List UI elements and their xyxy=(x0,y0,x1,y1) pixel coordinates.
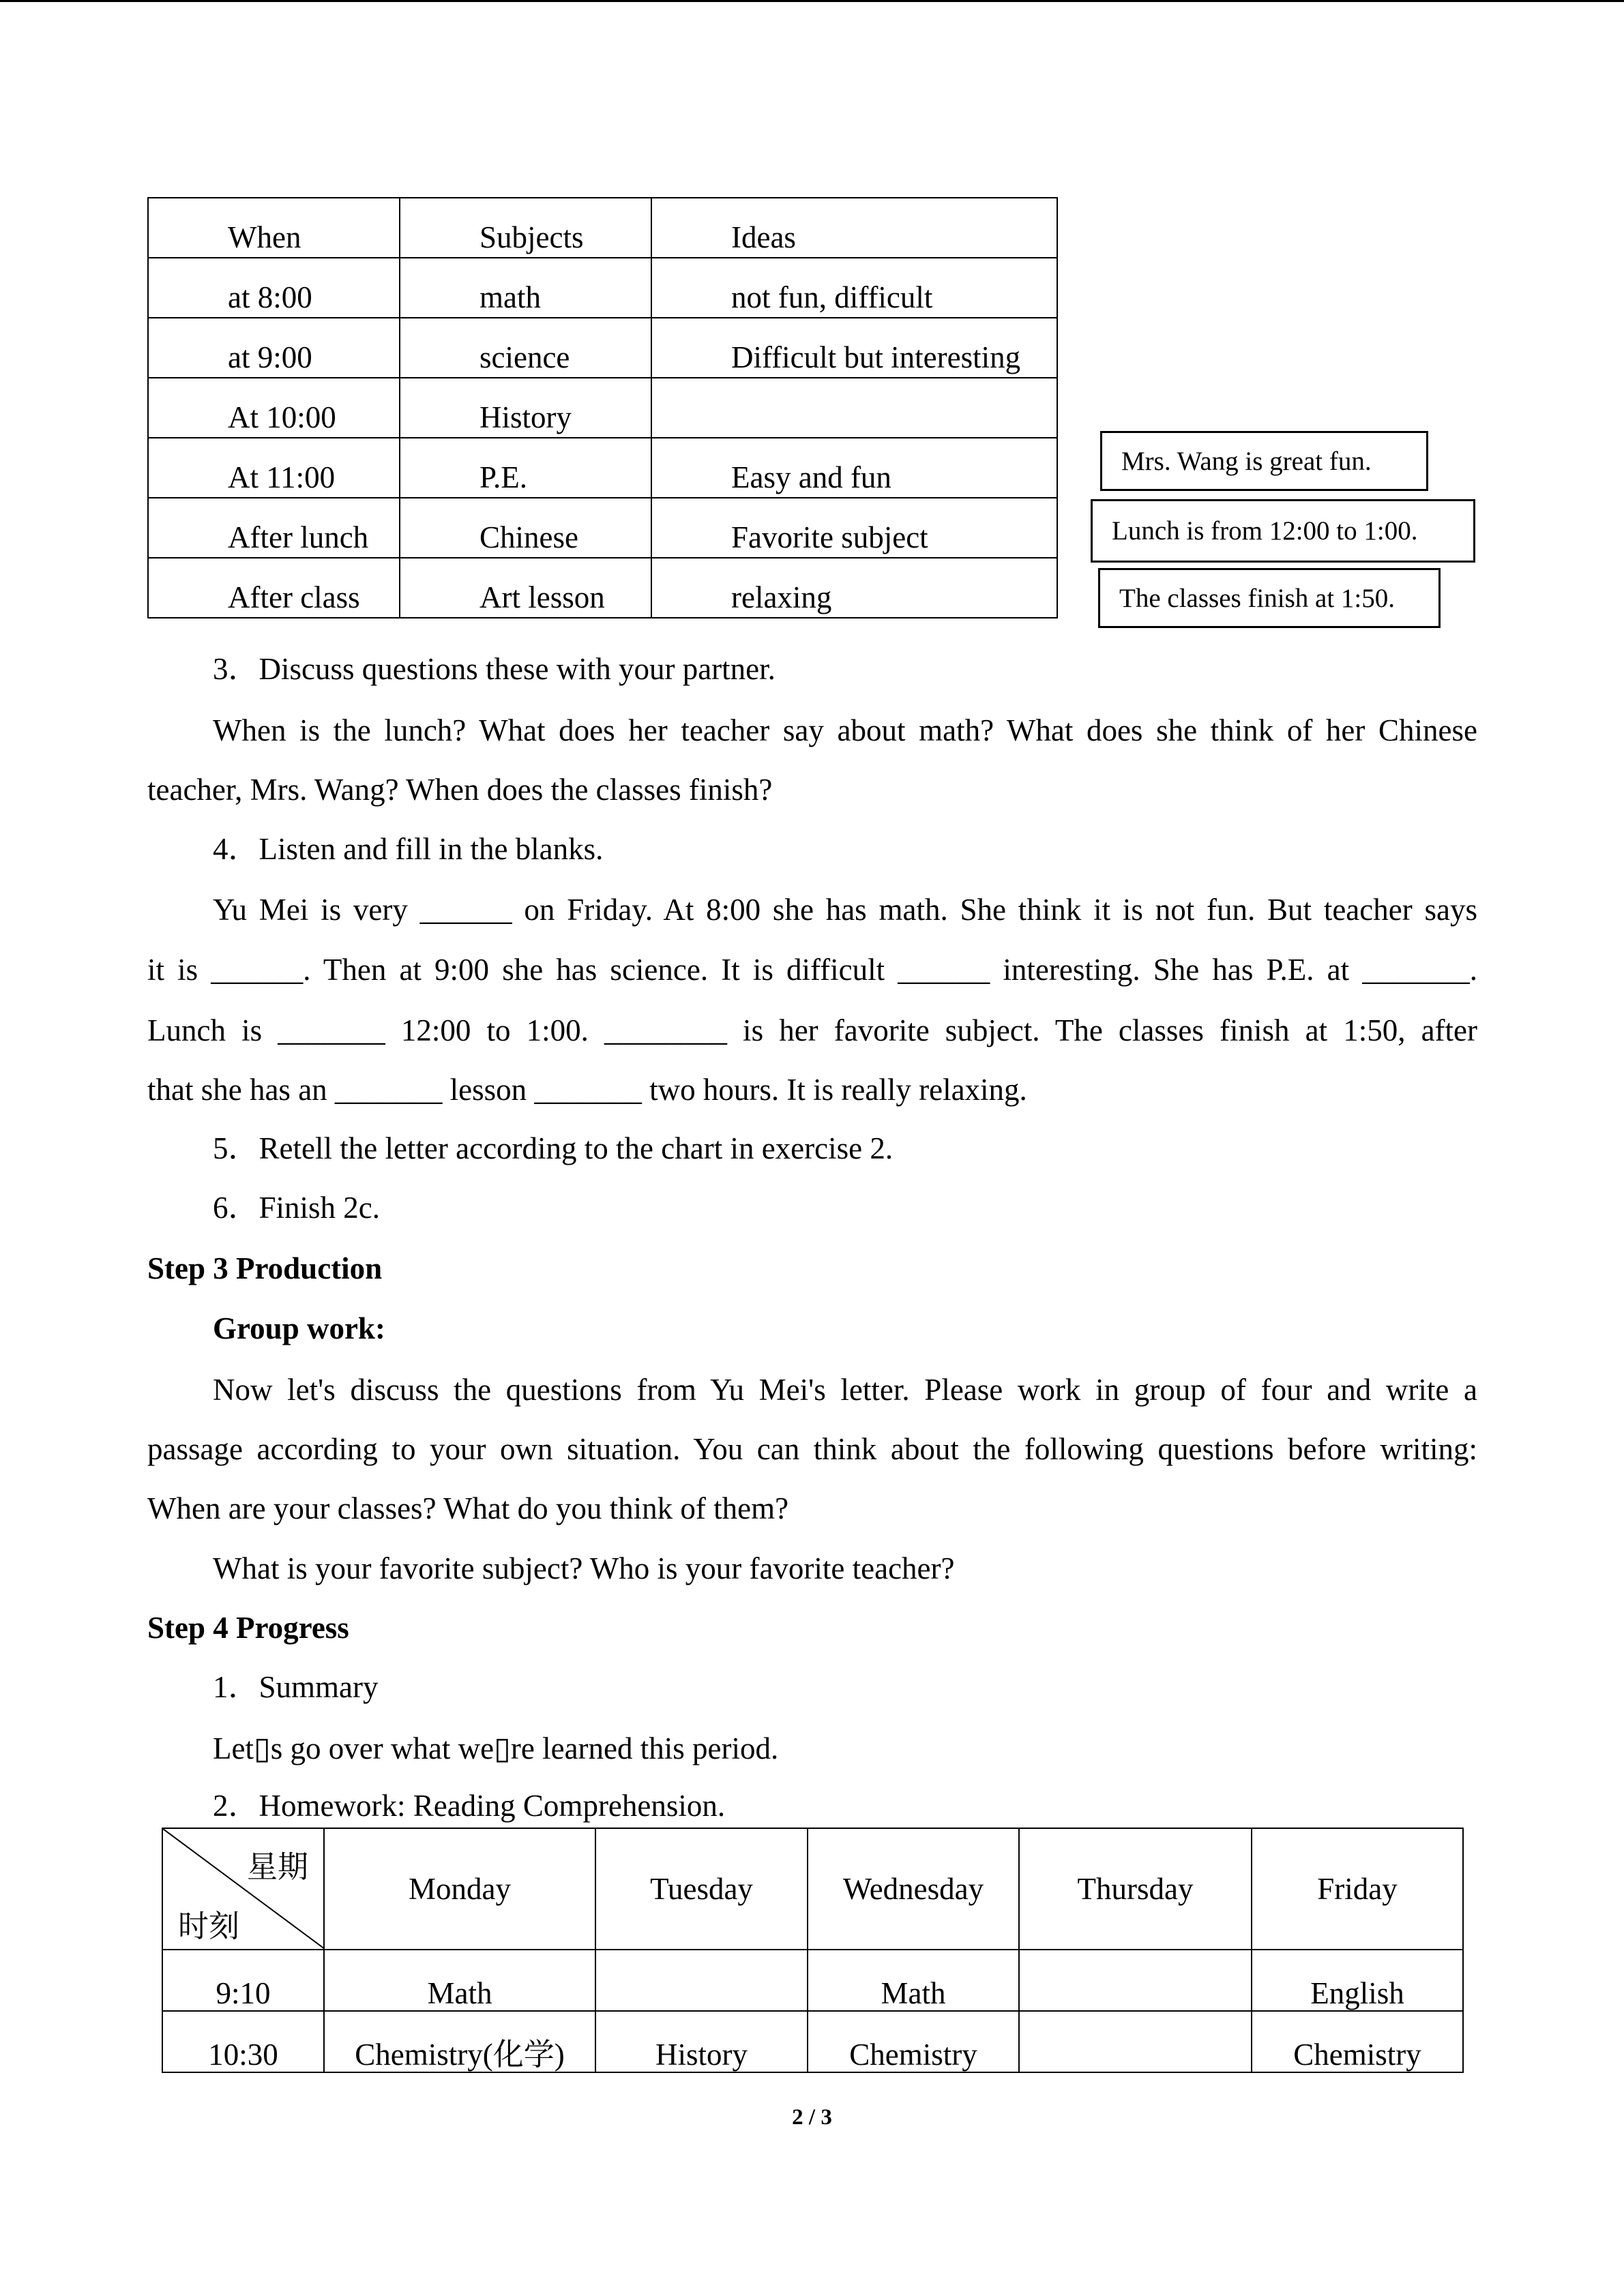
page-top-border xyxy=(0,0,1624,2)
summary-text: Let▯s go over what we▯re learned this period. xyxy=(213,1731,779,1765)
timetable-header-row xyxy=(162,1828,1463,1950)
ideas-cell: After class xyxy=(228,580,360,614)
ideas-cell: P.E. xyxy=(479,460,528,494)
ideas-header-ideas: Ideas xyxy=(731,220,796,254)
subject-cell xyxy=(1020,2070,1251,2072)
note-box-classes-finish: The classes finish at 1:50. xyxy=(1098,568,1441,628)
ideas-table xyxy=(147,197,1058,618)
ideas-cell: relaxing xyxy=(731,580,832,614)
day-header-friday: Friday xyxy=(1252,1828,1463,1950)
table-row xyxy=(148,498,1057,558)
item-6: 6．Finish 2c. xyxy=(213,1191,381,1225)
summary-heading: 1．Summary xyxy=(213,1670,379,1704)
item-5: 5．Retell the letter according to the chart in exercise 2. xyxy=(213,1131,894,1165)
step-3-heading: Step 3 Production xyxy=(147,1251,383,1285)
subject-cell: Math xyxy=(881,1976,946,2010)
note-box-mrs-wang: Mrs. Wang is great fun. xyxy=(1100,431,1428,491)
ideas-cell: Easy and fun xyxy=(731,460,891,494)
group-work-line4: What is your favorite subject? Who is your favorite teacher? xyxy=(213,1551,955,1585)
table-row xyxy=(162,2011,1463,2072)
subject-cell: Math xyxy=(427,1976,492,2010)
subject-cell: Chemistry xyxy=(849,2038,977,2072)
ideas-cell: At 11:00 xyxy=(228,460,336,494)
day-header-monday: Monday xyxy=(324,1828,595,1950)
group-work-line3: When are your classes? What do you think of them? xyxy=(147,1491,789,1525)
timetable-corner-cell xyxy=(162,1828,324,1950)
ideas-cell: at 8:00 xyxy=(228,280,312,314)
ideas-cell: not fun, difficult xyxy=(731,280,933,314)
fill-blank-line1: Yu Mei is very ______ on Friday. At 8:00 she has math. She think it is not fun. But teacher says xyxy=(213,893,1477,927)
fill-blank-line3: Lunch is _______ 12:00 to 1:00. ________ is her favorite subject. The classes finish at 1:50, after xyxy=(147,1013,1477,1047)
ideas-cell: Difficult but interesting xyxy=(731,340,1021,374)
corner-label-time: 时刻 xyxy=(178,1909,240,1943)
table-row xyxy=(148,558,1057,618)
ideas-cell xyxy=(731,433,1057,437)
ideas-cell: Chinese xyxy=(479,520,578,554)
ideas-cell: science xyxy=(479,340,570,374)
day-header-wednesday: Wednesday xyxy=(808,1828,1019,1950)
subject-cell: History xyxy=(655,2038,748,2072)
page-number: 2 / 3 xyxy=(792,2105,832,2130)
item-3-questions-line2: teacher, Mrs. Wang? When does the classes finish? xyxy=(147,773,773,807)
fill-blank-line2: it is ______. Then at 9:00 she has science. It is difficult ______ interesting. She has P.E. at _______. xyxy=(147,953,1477,987)
subject-cell xyxy=(1020,2009,1251,2010)
subject-cell xyxy=(596,2009,807,2010)
day-header-thursday: Thursday xyxy=(1019,1828,1252,1950)
ideas-cell: History xyxy=(479,400,572,434)
ideas-header-when: When xyxy=(228,220,301,254)
table-row xyxy=(148,318,1057,378)
table-row xyxy=(148,378,1057,438)
note-box-lunch: Lunch is from 12:00 to 1:00. xyxy=(1091,499,1475,563)
subject-cell: Chemistry xyxy=(1293,2038,1421,2072)
homework-heading: 2．Homework: Reading Comprehension. xyxy=(213,1789,726,1823)
timetable xyxy=(162,1828,1464,2073)
ideas-cell: Art lesson xyxy=(479,580,605,614)
ideas-cell: At 10:00 xyxy=(228,400,336,434)
subject-cell: Chemistry(化学) xyxy=(355,2038,565,2072)
ideas-cell: at 9:00 xyxy=(228,340,312,374)
day-header-tuesday: Tuesday xyxy=(595,1828,808,1950)
fill-blank-line4: that she has an _______ lesson _______ two hours. It is really relaxing. xyxy=(147,1073,1027,1107)
step-4-heading: Step 4 Progress xyxy=(147,1611,349,1645)
subject-cell: English xyxy=(1310,1976,1404,2010)
corner-label-weekday: 星期 xyxy=(246,1850,308,1884)
item-3-questions-line1: When is the lunch? What does her teacher say about math? What does she think of her Chinese xyxy=(213,713,1477,747)
item-4-heading: 4．Listen and fill in the blanks. xyxy=(213,832,604,866)
time-cell: 9:10 xyxy=(216,1976,271,2010)
ideas-cell: Favorite subject xyxy=(731,520,928,554)
item-3-heading: 3．Discuss questions these with your partner. xyxy=(213,652,776,686)
ideas-header-row xyxy=(148,198,1057,258)
group-work-line1: Now let's discuss the questions from Yu Mei's letter. Please work in group of four and write a xyxy=(213,1373,1477,1407)
table-row xyxy=(148,258,1057,318)
time-cell: 10:30 xyxy=(208,2038,278,2072)
ideas-cell: math xyxy=(479,280,541,314)
group-work-heading: Group work: xyxy=(213,1311,385,1345)
group-work-line2: passage according to your own situation. You can think about the following questions before writing: xyxy=(147,1432,1477,1466)
table-row xyxy=(162,1950,1463,2011)
table-row xyxy=(148,438,1057,498)
ideas-header-subjects: Subjects xyxy=(479,220,584,254)
ideas-cell: After lunch xyxy=(228,520,369,554)
